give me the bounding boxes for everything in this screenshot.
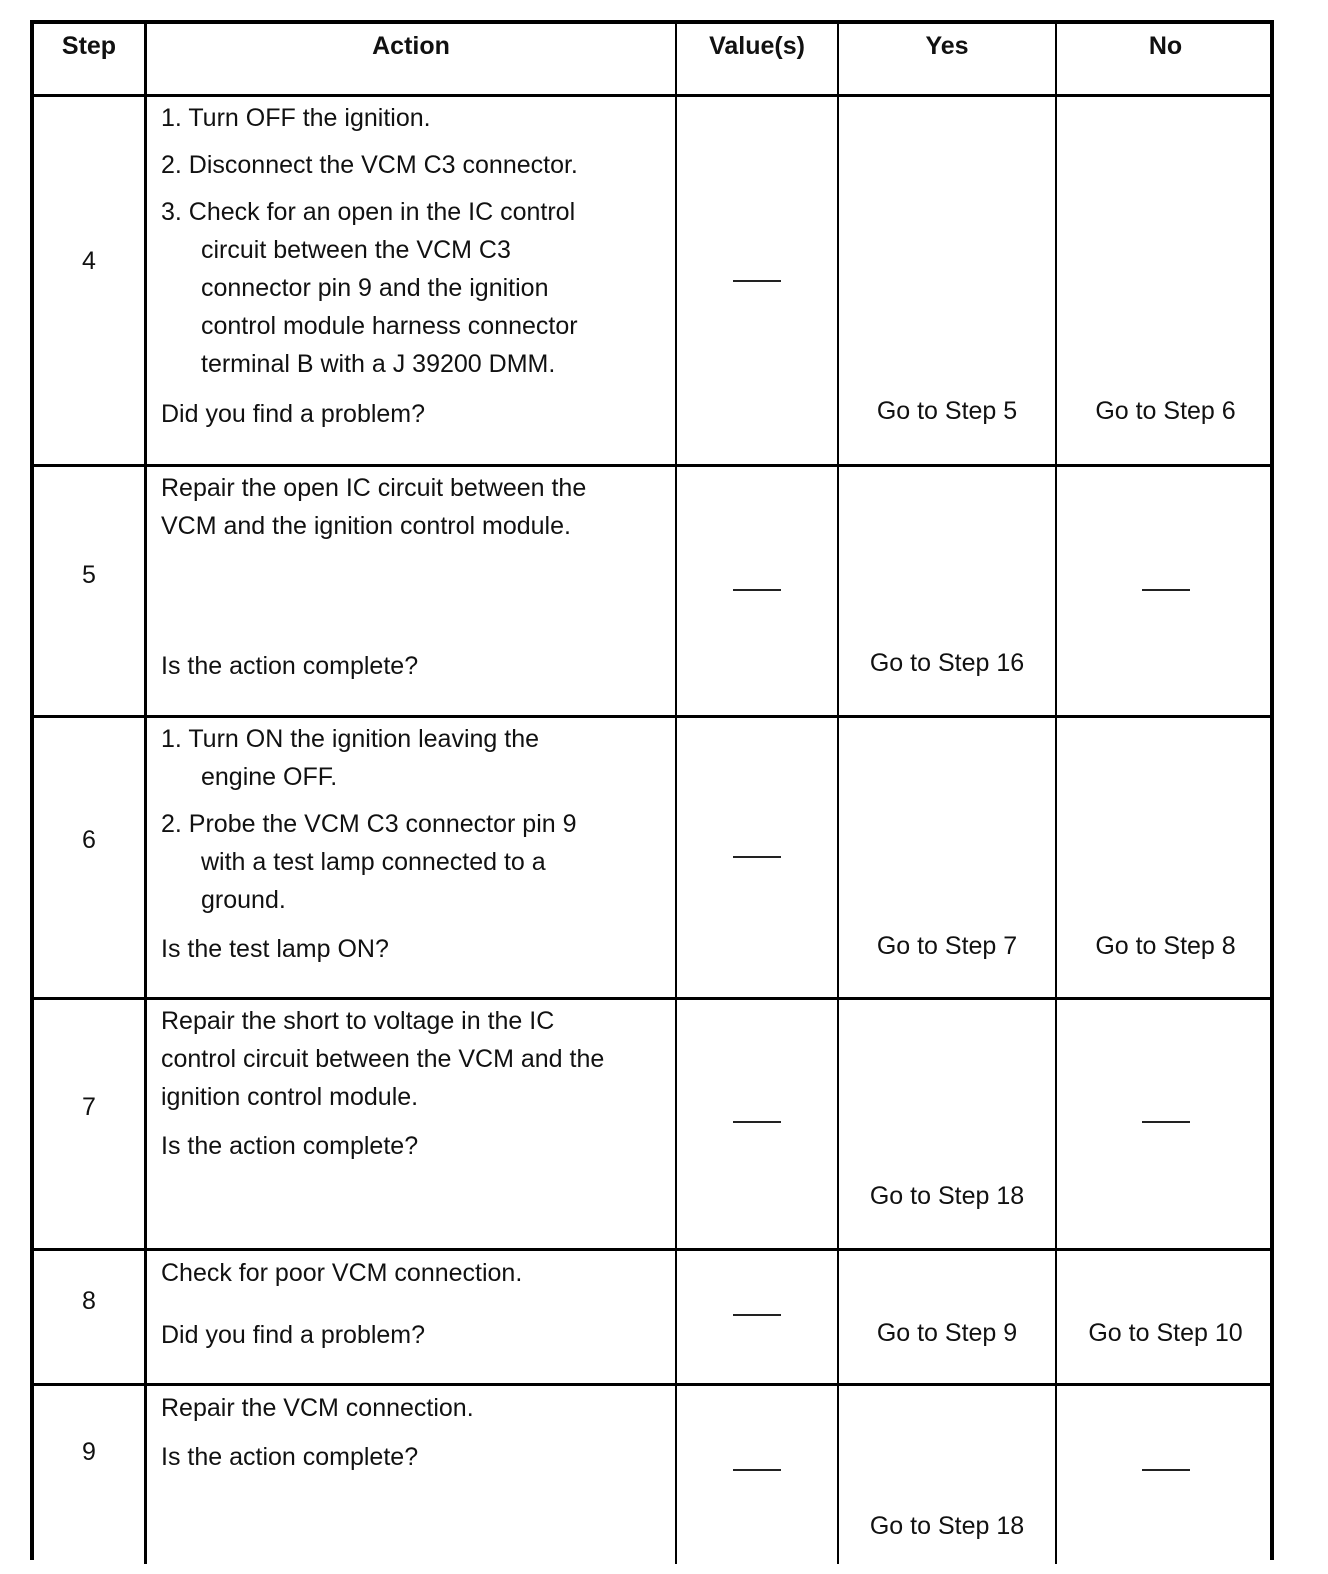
action-line: 2. Disconnect the VCM C3 connector.: [161, 151, 578, 179]
value-dash: [733, 1314, 781, 1316]
action-question: Is the action complete?: [161, 652, 419, 680]
action-text: [161, 1002, 669, 1116]
action-text: Check for poor VCM connection.: [161, 1259, 523, 1287]
action-line: Repair the short to voltage in the IC: [161, 1007, 555, 1035]
yes-goto: Go to Step 18: [869, 1182, 1025, 1210]
table-row-step-6: [34, 718, 1270, 1000]
yes-goto: Go to Step 7: [876, 932, 1018, 960]
header-step: Step: [34, 24, 147, 94]
action-line: connector pin 9 and the ignition: [201, 274, 549, 302]
step-number: 6: [82, 826, 96, 854]
header-row: [34, 24, 1270, 97]
action-line: with a test lamp connected to a: [201, 848, 546, 876]
action-line: terminal B with a J 39200 DMM.: [201, 350, 556, 378]
action-line: circuit between the VCM C3: [201, 236, 511, 264]
table-row-step-9: [34, 1386, 1270, 1564]
no-dash: [1142, 1469, 1190, 1471]
action-question: Is the action complete?: [161, 1443, 419, 1471]
action-line: 1. Turn OFF the ignition.: [161, 104, 431, 132]
action-line: 3. Check for an open in the IC control: [161, 198, 576, 226]
yes-goto: Go to Step 18: [869, 1512, 1025, 1540]
action-line: control circuit between the VCM and the: [161, 1045, 605, 1073]
action-question: Did you find a problem?: [161, 400, 426, 428]
step-number: 8: [82, 1287, 96, 1315]
action-line: 2. Probe the VCM C3 connector pin 9: [161, 810, 577, 838]
no-dash: [1142, 1121, 1190, 1123]
header-values: Value(s): [677, 24, 839, 94]
no-goto: Go to Step 6: [1095, 397, 1236, 425]
yes-goto: Go to Step 9: [876, 1319, 1018, 1347]
no-dash: [1142, 589, 1190, 591]
table-row-step-5: [34, 467, 1270, 718]
header-yes: Yes: [839, 24, 1057, 94]
action-line: control module harness connector: [201, 312, 578, 340]
action-text: Repair the VCM connection.: [161, 1394, 474, 1422]
table-row-step-8: [34, 1251, 1270, 1386]
action-question: Did you find a problem?: [161, 1321, 426, 1349]
action-question: Is the action complete?: [161, 1132, 419, 1160]
no-goto: Go to Step 10: [1088, 1319, 1243, 1347]
action-line: ignition control module.: [161, 1083, 419, 1111]
action-line: ground.: [201, 886, 286, 914]
no-goto: Go to Step 8: [1095, 932, 1236, 960]
value-dash: [733, 1469, 781, 1471]
action-text: [161, 469, 669, 545]
action-text: [161, 720, 669, 919]
action-text: [161, 99, 669, 383]
step-number: 5: [82, 561, 96, 589]
value-dash: [733, 1121, 781, 1123]
value-dash: [733, 856, 781, 858]
header-no: No: [1148, 32, 1183, 60]
table-row-step-4: [34, 97, 1270, 467]
yes-goto: Go to Step 5: [876, 397, 1018, 425]
step-number: 9: [82, 1438, 96, 1466]
action-line: engine OFF.: [201, 763, 338, 791]
yes-goto: Go to Step 16: [869, 649, 1025, 677]
table-row-step-7: [34, 1000, 1270, 1251]
diagnostic-table: [30, 20, 1274, 1560]
value-dash: [733, 589, 781, 591]
action-line: VCM and the ignition control module.: [161, 512, 571, 540]
step-number: 7: [82, 1093, 96, 1121]
action-line: Repair the open IC circuit between the: [161, 474, 587, 502]
step-number: 4: [82, 247, 96, 275]
header-action: Action: [147, 24, 677, 94]
value-dash: [733, 280, 781, 282]
action-line: 1. Turn ON the ignition leaving the: [161, 725, 540, 753]
action-question: Is the test lamp ON?: [161, 935, 389, 963]
